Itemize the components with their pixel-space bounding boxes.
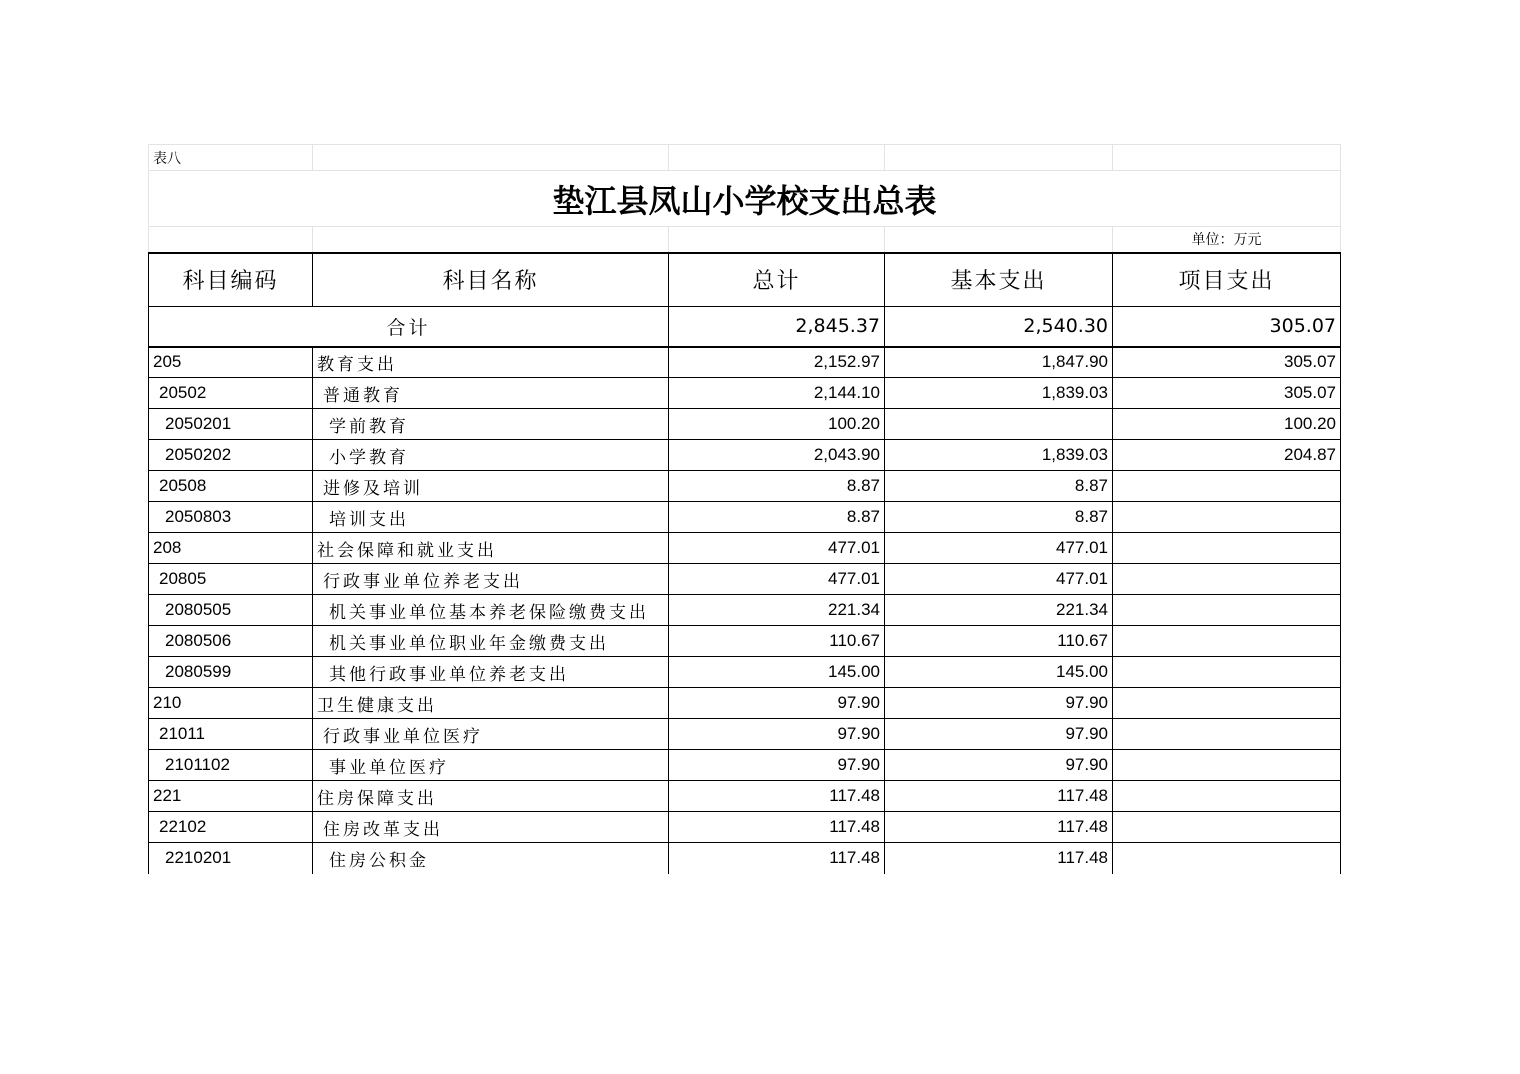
table-row (149, 378, 1341, 409)
table-row (149, 626, 1341, 657)
row-project (1113, 564, 1341, 595)
expenditure-summary-sheet (148, 144, 1340, 874)
table-row (149, 564, 1341, 595)
row-code: 208 (149, 533, 313, 564)
row-total: 2,152.97 (669, 347, 885, 378)
row-name: 卫生健康支出 (313, 688, 669, 719)
row-code: 2210201 (149, 843, 313, 874)
row-total: 117.48 (669, 812, 885, 843)
row-code: 2050202 (149, 440, 313, 471)
row-project (1113, 750, 1341, 781)
table-row (149, 471, 1341, 502)
table-tag-row (149, 145, 1341, 171)
row-basic: 117.48 (885, 781, 1113, 812)
row-project (1113, 657, 1341, 688)
unit-row (149, 227, 1341, 253)
row-total: 117.48 (669, 781, 885, 812)
row-project (1113, 626, 1341, 657)
row-total: 2,043.90 (669, 440, 885, 471)
title-row (149, 171, 1341, 227)
table-row (149, 502, 1341, 533)
row-basic: 110.67 (885, 626, 1113, 657)
row-name: 其他行政事业单位养老支出 (313, 657, 669, 688)
row-basic: 117.48 (885, 843, 1113, 874)
row-project: 305.07 (1113, 378, 1341, 409)
table-row (149, 440, 1341, 471)
page-title: 垫江县凤山小学校支出总表 (149, 171, 1341, 227)
row-project (1113, 502, 1341, 533)
row-project: 305.07 (1113, 347, 1341, 378)
row-name: 社会保障和就业支出 (313, 533, 669, 564)
row-code: 2050201 (149, 409, 313, 440)
header-total: 总计 (669, 253, 885, 307)
row-total: 97.90 (669, 750, 885, 781)
row-project (1113, 719, 1341, 750)
row-total: 110.67 (669, 626, 885, 657)
row-code: 21011 (149, 719, 313, 750)
row-basic: 97.90 (885, 688, 1113, 719)
header-project: 项目支出 (1113, 253, 1341, 307)
row-basic: 117.48 (885, 812, 1113, 843)
row-basic: 8.87 (885, 471, 1113, 502)
row-basic: 1,847.90 (885, 347, 1113, 378)
row-basic: 1,839.03 (885, 378, 1113, 409)
row-project (1113, 843, 1341, 874)
row-total: 97.90 (669, 688, 885, 719)
table-tag: 表八 (149, 145, 313, 171)
row-code: 2101102 (149, 750, 313, 781)
row-basic: 8.87 (885, 502, 1113, 533)
row-basic: 1,839.03 (885, 440, 1113, 471)
total-label: 合计 (149, 307, 669, 347)
table-row (149, 657, 1341, 688)
row-project (1113, 781, 1341, 812)
row-code: 205 (149, 347, 313, 378)
row-basic: 221.34 (885, 595, 1113, 626)
row-project (1113, 595, 1341, 626)
row-project: 100.20 (1113, 409, 1341, 440)
table-row (149, 750, 1341, 781)
row-name: 住房改革支出 (313, 812, 669, 843)
expenditure-table (148, 144, 1341, 874)
row-project (1113, 471, 1341, 502)
row-project (1113, 688, 1341, 719)
unit-label: 单位：万元 (1113, 227, 1341, 253)
table-row (149, 812, 1341, 843)
header-code: 科目编码 (149, 253, 313, 307)
row-name: 小学教育 (313, 440, 669, 471)
row-name: 机关事业单位基本养老保险缴费支出 (313, 595, 669, 626)
row-total: 100.20 (669, 409, 885, 440)
table-row (149, 719, 1341, 750)
header-name: 科目名称 (313, 253, 669, 307)
total-total: 2,845.37 (669, 307, 885, 347)
row-code: 20508 (149, 471, 313, 502)
total-project: 305.07 (1113, 307, 1341, 347)
row-code: 2080506 (149, 626, 313, 657)
row-total: 221.34 (669, 595, 885, 626)
row-code: 2080599 (149, 657, 313, 688)
row-total: 117.48 (669, 843, 885, 874)
row-code: 2080505 (149, 595, 313, 626)
row-code: 221 (149, 781, 313, 812)
row-total: 97.90 (669, 719, 885, 750)
row-project: 204.87 (1113, 440, 1341, 471)
row-basic: 97.90 (885, 750, 1113, 781)
row-total: 477.01 (669, 533, 885, 564)
row-name: 住房公积金 (313, 843, 669, 874)
row-basic: 477.01 (885, 564, 1113, 595)
row-name: 机关事业单位职业年金缴费支出 (313, 626, 669, 657)
row-basic: 145.00 (885, 657, 1113, 688)
header-row (149, 253, 1341, 307)
header-basic: 基本支出 (885, 253, 1113, 307)
row-total: 8.87 (669, 471, 885, 502)
row-name: 培训支出 (313, 502, 669, 533)
row-name: 学前教育 (313, 409, 669, 440)
table-row (149, 688, 1341, 719)
row-basic: 477.01 (885, 533, 1113, 564)
table-row (149, 409, 1341, 440)
row-total: 8.87 (669, 502, 885, 533)
row-name: 普通教育 (313, 378, 669, 409)
table-row (149, 533, 1341, 564)
row-code: 20805 (149, 564, 313, 595)
row-name: 行政事业单位养老支出 (313, 564, 669, 595)
row-total: 477.01 (669, 564, 885, 595)
row-name: 行政事业单位医疗 (313, 719, 669, 750)
row-code: 22102 (149, 812, 313, 843)
row-name: 进修及培训 (313, 471, 669, 502)
table-row (149, 347, 1341, 378)
row-project (1113, 533, 1341, 564)
total-row (149, 307, 1341, 347)
row-basic (885, 409, 1113, 440)
row-total: 2,144.10 (669, 378, 885, 409)
table-row (149, 843, 1341, 874)
row-code: 210 (149, 688, 313, 719)
total-basic: 2,540.30 (885, 307, 1113, 347)
row-name: 教育支出 (313, 347, 669, 378)
row-total: 145.00 (669, 657, 885, 688)
table-row (149, 781, 1341, 812)
row-project (1113, 812, 1341, 843)
row-name: 事业单位医疗 (313, 750, 669, 781)
row-code: 2050803 (149, 502, 313, 533)
row-code: 20502 (149, 378, 313, 409)
row-name: 住房保障支出 (313, 781, 669, 812)
table-row (149, 595, 1341, 626)
row-basic: 97.90 (885, 719, 1113, 750)
